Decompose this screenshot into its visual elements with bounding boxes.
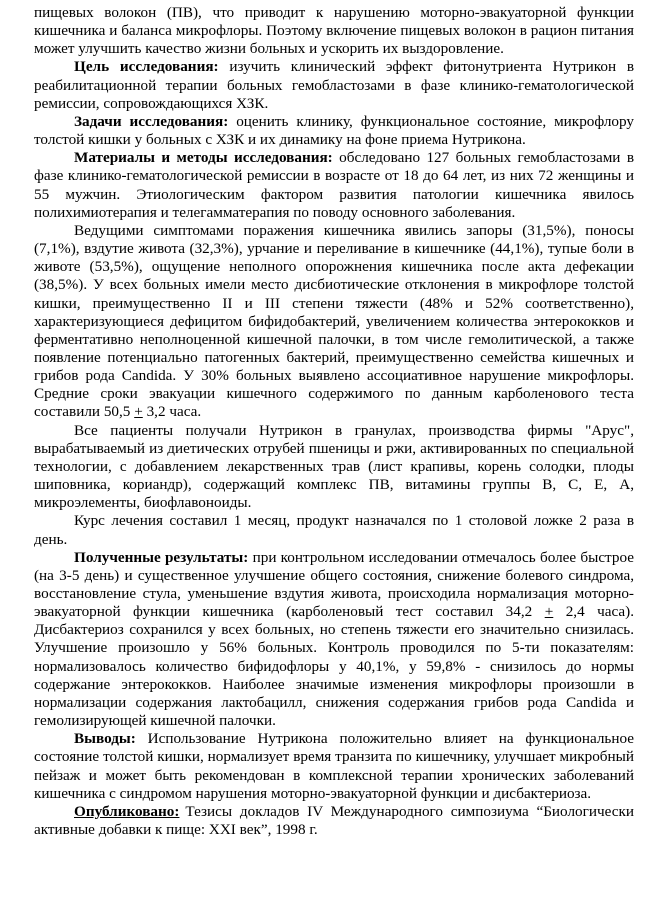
results-paragraph xyxy=(34,549,634,731)
symptoms-paragraph xyxy=(34,222,634,422)
results-text-end: 2,4 часа). Дисбактериоз сохранился у всех больных, но степень тяжести его значительно снизилась. Улучшение произошло у 56% больных. Контроль проводился по 5-ти показателям: нормализовалось количество бифидофлоры у 40,1%, у 59,8% - снизилось до нормы содержание энтерококков. Наиболее значимые изменения микрофлоры произошли в нормализации содержания лактобацилл, снижения содержания грибов рода Candida и гемолизирующей кишечной палочки. xyxy=(34,603,634,730)
conclusions-label: Выводы: xyxy=(74,730,136,748)
course-text: Курс лечения составил 1 месяц, продукт назначался по 1 столовой ложке 2 раза в день. xyxy=(34,512,634,548)
tasks-text: оценить клинику, функциональное состояние, микрофлору толстой кишки у больных с ХЗК и их динамику на фоне приема Нутрикона. xyxy=(34,112,634,149)
plus-minus-sign: + xyxy=(544,603,554,621)
methods-text: обследовано 127 больных гемобластозами в фазе клинико-гематологической ремиссии в возрасте от 18 до 64 лет, из них 72 женщины и 55 мужчин. Этиологическим фактором развития патологии кишечника явилось полихимиотерапия и телегамматерапия по поводу основного заболевания. xyxy=(34,149,634,221)
plus-minus-sign: + xyxy=(134,403,143,421)
methods-label: Материалы и методы исследования: xyxy=(74,149,333,167)
treatment-paragraph xyxy=(34,422,634,513)
published-label: Опубликовано: xyxy=(74,802,180,820)
aim-label: Цель исследования: xyxy=(74,58,219,76)
published-paragraph xyxy=(34,803,634,839)
intro-paragraph xyxy=(34,4,634,58)
tasks-label: Задачи исследования: xyxy=(74,112,229,130)
tasks-paragraph xyxy=(34,113,634,149)
treatment-text: Все пациенты получали Нутрикон в гранулах, производства фирмы "Арус", вырабатываемый из диетических отрубей пшеницы и ржи, активированных по специальной технологии, с добавлением лекарственных трав (лист крапивы, корень солодки, плоды шиповника, кориандр), содержащий комплекс ПВ, витамины группы В, С, Е, А, микроэлементы, биофлавоноиды. xyxy=(34,421,634,512)
published-text: Тезисы докладов IV Международного симпозиума “Биологически активные добавки к пище: XXI век”, 1998 г. xyxy=(34,802,634,839)
conclusions-text: Использование Нутрикона положительно влияет на функциональное состояние толстой кишки, нормализует время транзита по кишечнику, улучшает микробный пейзаж и может быть рекомендован в комплексной терапии хронических заболеваний кишечника с синдромом нарушения моторно-эвакуаторной функции и дисбактериоза. xyxy=(34,730,634,802)
conclusions-paragraph xyxy=(34,730,634,803)
symptoms-text: Ведущими симптомами поражения кишечника явились запоры (31,5%), поносы (7,1%), вздутие живота (32,3%), урчание и переливание в кишечнике (44,1%), тупые боли в животе (53,5%), ощущение неполного опорожнения кишечника после акта дефекации (38,5%). У всех больных имели место дисбиотические отклонения в микрофлоре толстой кишки, преимущественно II и III степени тяжести (48% и 52% соответственно), характеризующиеся дефицитом бифидобактерий, увеличением количества энтерококков и ферментативно неполноценной кишечной палочки, в том числе гемолитической, а также появление потенциально патогенных бактерий, преимущественно семейства кишечных и грибов рода Candida. У 30% больных выявлено ассоциативное нарушение микрофлоры. Средние сроки эвакуации кишечного содержимого по данным карболенового теста составили 50,5 xyxy=(34,221,634,421)
symptoms-text-end: 3,2 часа. xyxy=(142,403,202,421)
methods-paragraph xyxy=(34,149,634,222)
results-text: при контрольном исследовании отмечалось более быстрое (на 3-5 день) и существенное улучшение общего состояния, снижение болевого синдрома, восстановление стула, уменьшение вздутия живота, происходила нормализация моторно-эвакуаторной функции кишечника (карболеновый тест составил 34,2 xyxy=(34,548,634,621)
results-label: Полученные результаты: xyxy=(74,548,249,566)
aim-text: изучить клинический эффект фитонутриента Нутрикон в реабилитационной терапии больных гемобластозами в фазе клинико-гематологической ремиссии, сопровождающихся ХЗК. xyxy=(34,58,634,112)
course-paragraph xyxy=(34,512,634,548)
intro-text: пищевых волокон (ПВ), что приводит к нарушению моторно-эвакуаторной функции кишечника и баланса микрофлоры. Поэтому включение пищевых волокон в рацион питания может улучшить качество жизни больных и ускорить их выздоровление. xyxy=(34,4,634,58)
aim-paragraph xyxy=(34,58,634,112)
